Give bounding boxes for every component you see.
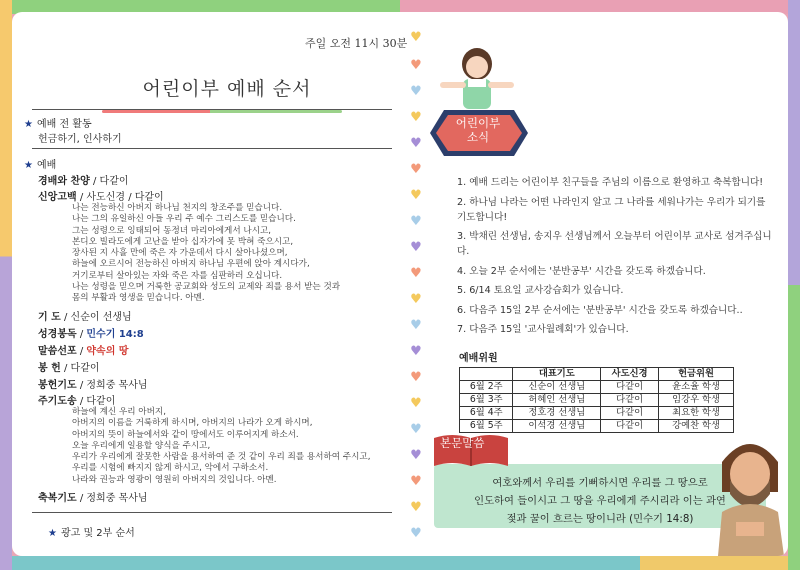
- heart-icon: ♥: [410, 370, 422, 385]
- heart-icon: ♥: [410, 58, 422, 73]
- creed-line: 장사된 지 사흘 만에 죽은 자 가운데서 다시 살아나셨으며,: [72, 248, 288, 259]
- creed-line: 나는 전능하신 아버지 하나님 천지의 창조주를 믿습니다.: [72, 203, 283, 213]
- pre-worship-content: 헌금하기, 인사하기: [38, 134, 122, 145]
- table-header: 헌금위원: [659, 368, 734, 381]
- table-cell: 6월 4주: [460, 407, 513, 420]
- star-icon: ★: [24, 119, 33, 130]
- prayer-line: 하늘에 계신 우리 아버지,: [72, 407, 166, 417]
- table-row: [460, 407, 734, 420]
- verse-line: 인도하여 들이시고 그 땅을 우리에게 주시리라 이는 과연: [474, 495, 726, 507]
- order-item: 신앙고백 / 사도신경 / 다같이: [38, 192, 164, 203]
- creed-line: 그는 성령으로 잉태되어 동정녀 마리아에게서 나시고,: [72, 225, 272, 236]
- creed-line: 몸의 부활과 영생을 믿습니다. 아멘.: [72, 293, 205, 304]
- page-title: 어린이부 예배 순서: [142, 78, 312, 100]
- heart-icon: ♥: [410, 448, 422, 463]
- star-icon: ★: [48, 528, 57, 539]
- news-item: 1. 예배 드리는 어린이부 친구들을 주님의 이름으로 환영하고 축복합니다!: [457, 177, 764, 188]
- divider: [32, 109, 392, 110]
- divider: [32, 148, 392, 149]
- table-cell: 임강우 학생: [659, 394, 734, 407]
- table-cell: 강예찬 학생: [659, 420, 734, 433]
- table-row: [460, 381, 734, 394]
- news-item: 5. 6/14 토요일 교사강습회가 있습니다.: [457, 285, 624, 296]
- divider: [32, 512, 392, 513]
- table-cell: 6월 2주: [460, 381, 513, 394]
- committee-title: 예배위원: [459, 353, 498, 364]
- table-cell: 6월 3주: [460, 394, 513, 407]
- creed-line: 하늘에 오르시어 전능하신 아버지 하나님 우편에 앉아 계시다가,: [72, 259, 310, 270]
- heart-icon: ♥: [410, 422, 422, 437]
- title-underline: [102, 110, 342, 113]
- heart-icon: ♥: [410, 214, 422, 229]
- table-cell: 6월 5주: [460, 420, 513, 433]
- table-cell: 정호경 선생님: [513, 407, 601, 420]
- service-time: 주일 오전 11시 30분: [305, 37, 408, 50]
- news-badge-label: 어린이부 소식: [455, 116, 501, 144]
- table-row: [460, 420, 734, 433]
- worship-label: ★ 예배: [24, 160, 57, 171]
- committee-table: [459, 367, 734, 433]
- prayer-line: 우리가 우리에게 잘못한 사람을 용서하여 준 것 같이 우리 죄를 용서하여 주시고,: [72, 452, 371, 463]
- prayer-line: 우리를 시험에 빠지지 않게 하시고, 악에서 구하소서.: [72, 463, 269, 474]
- star-icon: ★: [24, 160, 33, 171]
- heart-icon: ♥: [410, 266, 422, 281]
- creed-line: 본디오 빌라도에게 고난을 받아 십자가에 못 박혀 죽으시고,: [72, 236, 294, 247]
- frame-left: [0, 0, 12, 570]
- heart-icon: ♥: [410, 318, 422, 333]
- order-item: 축복기도 / 정희중 목사님: [38, 493, 148, 504]
- verse-line: 여호와께서 우리를 기뻐하시면 우리를 그 땅으로: [492, 477, 708, 489]
- apostles-creed: [72, 203, 340, 305]
- heart-icon: ♥: [410, 162, 422, 177]
- table-header: 대표기도: [513, 368, 601, 381]
- heart-icon: ♥: [410, 30, 422, 45]
- table-cell: 다같이: [601, 407, 659, 420]
- creed-line: 거기로부터 살아있는 자와 죽은 자를 심판하러 오십니다.: [72, 270, 283, 281]
- news-item: 6. 다음주 15일 2부 순서에는 '분반공부' 시간을 갖도록 하겠습니다..: [457, 304, 743, 316]
- lords-prayer: [72, 407, 370, 486]
- frame-bottom-right: [640, 556, 800, 570]
- table-cell: 이석경 선생님: [513, 420, 601, 433]
- heart-icon: ♥: [410, 84, 422, 99]
- heart-icon: ♥: [410, 240, 422, 255]
- table-cell: 다같이: [601, 381, 659, 394]
- prayer-line: 아버지의 뜻이 하늘에서와 같이 땅에서도 이루어지게 하소서.: [72, 429, 299, 440]
- creed-line: 나는 그의 유일하신 아들 우리 주 예수 그리스도를 믿습니다.: [72, 214, 296, 225]
- prayer-line: 오늘 우리에게 일용할 양식을 주시고,: [72, 440, 211, 451]
- news-item: 7. 다음주 15일 '교사월례회'가 있습니다.: [457, 324, 629, 335]
- news-item: 3. 박채린 선생님, 송지우 선생님께서 오늘부터 어린이부 교사로 섬겨주십니다.: [457, 231, 772, 257]
- order-item: 경배와 찬양 / 다같이: [38, 176, 129, 187]
- order-item: 봉헌기도 / 정희중 목사님: [38, 380, 148, 391]
- news-list: [457, 175, 777, 342]
- bulletin-page: [12, 12, 788, 556]
- footer-label: ★ 광고 및 2부 순서: [48, 528, 135, 539]
- creed-line: 나는 성령을 믿으며 거룩한 공교회와 성도의 교제와 죄를 용서 받는 것과: [72, 282, 341, 293]
- moses-illustration: [712, 432, 788, 556]
- verse-label: 본문말씀: [440, 436, 485, 450]
- heart-icon: ♥: [410, 500, 422, 515]
- table-cell: 허혜인 선생님: [513, 394, 601, 407]
- order-item: 주기도송 / 다같이: [38, 396, 116, 407]
- prayer-line: 나라와 권능과 영광이 영원히 아버지의 것입니다. 아멘.: [72, 474, 277, 485]
- table-cell: 최요한 학생: [659, 407, 734, 420]
- table-header: [460, 368, 513, 381]
- table-cell: 윤소율 학생: [659, 381, 734, 394]
- news-item: 2. 하나님 나라는 어떤 나라인지 알고 그 나라를 세워나가는 우리가 되기를 기도합니다!: [457, 196, 766, 223]
- heart-icon: ♥: [410, 396, 422, 411]
- heart-icon: ♥: [410, 474, 422, 489]
- order-item: 기 도 / 신순이 선생님: [38, 312, 132, 323]
- heart-icon: ♥: [410, 188, 422, 203]
- order-item: 말씀선포 / 약속의 땅: [38, 346, 129, 357]
- table-cell: 다같이: [601, 420, 659, 433]
- prayer-line: 아버지의 이름을 거룩하게 하시며, 아버지의 나라가 오게 하시며,: [72, 418, 313, 429]
- order-item: 봉 헌 / 다같이: [38, 363, 100, 374]
- heart-icon: ♥: [410, 292, 422, 307]
- table-header-row: [460, 368, 734, 381]
- pre-worship-label: ★ 예배 전 활동: [24, 119, 92, 130]
- table-row: [460, 394, 734, 407]
- heart-icon: ♥: [410, 344, 422, 359]
- verse-line: 젖과 꿀이 흐르는 땅이니라 (민수기 14:8): [506, 513, 694, 525]
- heart-icon: ♥: [410, 526, 422, 541]
- table-header: 사도신경: [601, 368, 659, 381]
- news-item: 4. 오늘 2부 순서에는 '분반공부' 시간을 갖도록 하겠습니다.: [457, 265, 706, 277]
- frame-right: [788, 0, 800, 570]
- table-cell: 다같이: [601, 394, 659, 407]
- heart-icon: ♥: [410, 136, 422, 151]
- order-item: 성경봉독 / 민수기 14:8: [38, 329, 144, 340]
- heart-icon: ♥: [410, 110, 422, 125]
- table-cell: 신순이 선생님: [513, 381, 601, 394]
